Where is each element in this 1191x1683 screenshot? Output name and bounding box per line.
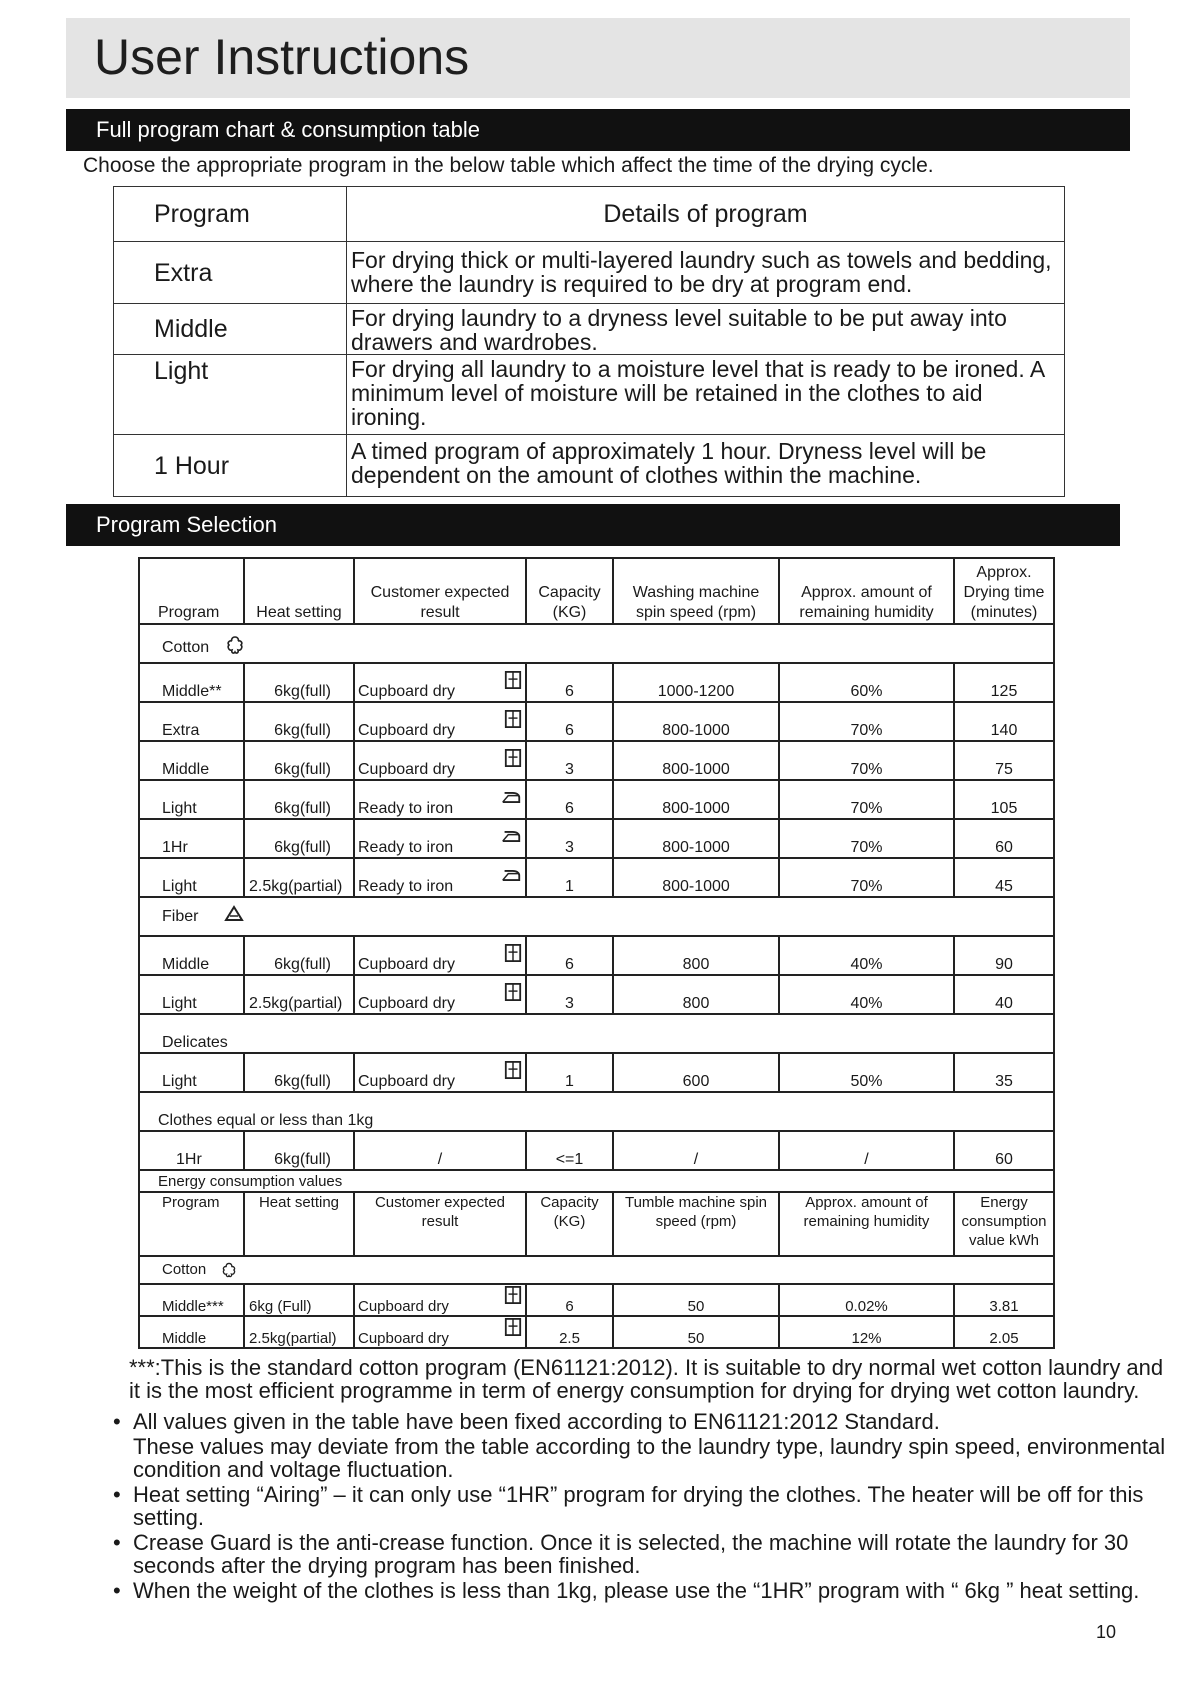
- energy-section-label: Energy consumption values: [139, 1170, 1054, 1192]
- cell-capacity: 6: [526, 702, 613, 741]
- col-capacity: Capacity (KG): [526, 558, 613, 624]
- cell-spin-speed: 800-1000: [613, 819, 779, 858]
- cell-capacity: 3: [526, 819, 613, 858]
- col-humidity: Approx. amount of remaining humidity: [779, 558, 954, 624]
- table-row: [139, 1316, 1054, 1348]
- expected-result-label: Cupboard dry: [358, 1298, 449, 1315]
- cell-spin-speed: 800: [613, 936, 779, 975]
- cell-heat-setting: 6kg(full): [244, 780, 354, 819]
- cell-expected-result: /: [354, 1131, 526, 1170]
- program-name: 1 Hour: [114, 435, 347, 497]
- cell-capacity: 3: [526, 975, 613, 1014]
- cupboard-dry-icon: [504, 748, 522, 779]
- cell-capacity: <=1: [526, 1131, 613, 1170]
- table-row: [139, 858, 1054, 897]
- energy-category-cotton: [139, 1256, 1054, 1284]
- cell-expected-result: [354, 936, 526, 975]
- ready-to-iron-icon: [500, 790, 522, 818]
- cell-spin-speed: 1000-1200: [613, 663, 779, 702]
- program-details: A timed program of approximately 1 hour. Dryness level will be dependent on the amount of clothes within the machine.: [347, 435, 1065, 497]
- cell-value: 2.05: [954, 1316, 1054, 1348]
- col-drying-time: Approx. Drying time (minutes): [954, 558, 1054, 624]
- program-details: For drying thick or multi-layered laundry such as towels and bedding, where the laundry is required to be dry at program end.: [347, 242, 1065, 304]
- cell-value: 105: [954, 780, 1054, 819]
- table-row: [139, 936, 1054, 975]
- category-label: Cotton: [162, 1260, 207, 1278]
- cell-humidity: 12%: [779, 1316, 954, 1348]
- note-small-load: • When the weight of the clothes is less than 1kg, please use the “1HR” program with “ 6kg ” heat setting.: [133, 1579, 1173, 1602]
- expected-result-label: Cupboard dry: [358, 1330, 449, 1347]
- energy-col-humidity: Approx. amount of remaining humidity: [779, 1192, 954, 1256]
- cell-spin-speed: 800-1000: [613, 702, 779, 741]
- note-airing: • Heat setting “Airing” – it can only use “1HR” program for drying the clothes. The heater will be off for this setting.: [133, 1483, 1173, 1529]
- cell-value: 60: [954, 1131, 1054, 1170]
- cell-value: 3.81: [954, 1284, 1054, 1316]
- cell-program: Middle: [139, 1316, 244, 1348]
- cupboard-dry-icon: [504, 1060, 522, 1091]
- table-row: [139, 1284, 1054, 1316]
- cell-expected-result: [354, 1284, 526, 1316]
- cell-expected-result: [354, 975, 526, 1014]
- note-values-fixed: • All values given in the table have been fixed according to EN61121:2012 Standard.: [133, 1410, 1173, 1433]
- cell-program: 1Hr: [139, 1131, 244, 1170]
- header-details: Details of program: [347, 187, 1065, 242]
- cupboard-dry-icon: [504, 709, 522, 740]
- program-selection-table: [138, 557, 1055, 1349]
- program-name: Middle: [114, 304, 347, 355]
- cell-expected-result: [354, 1053, 526, 1092]
- cell-spin-speed: 800-1000: [613, 741, 779, 780]
- cell-spin-speed: 600: [613, 1053, 779, 1092]
- energy-col-capacity: Capacity (KG): [526, 1192, 613, 1256]
- cell-humidity: 50%: [779, 1053, 954, 1092]
- energy-col-spin: Tumble machine spin speed (rpm): [613, 1192, 779, 1256]
- cell-expected-result: [354, 702, 526, 741]
- program-details-table: [113, 186, 1065, 497]
- cell-spin-speed: 50: [613, 1284, 779, 1316]
- cell-heat-setting: 6kg(full): [244, 1131, 354, 1170]
- header-program: Program: [114, 187, 347, 242]
- cell-program: Light: [139, 975, 244, 1014]
- cell-value: 75: [954, 741, 1054, 780]
- cell-spin-speed: 800: [613, 975, 779, 1014]
- cell-program: Middle: [139, 741, 244, 780]
- cell-heat-setting: 6kg(full): [244, 936, 354, 975]
- cell-expected-result: [354, 858, 526, 897]
- cell-expected-result: [354, 819, 526, 858]
- cell-program: Light: [139, 1053, 244, 1092]
- cell-humidity: 70%: [779, 780, 954, 819]
- energy-col-consumption: Energy consumption value kWh: [954, 1192, 1054, 1256]
- cell-capacity: 2.5: [526, 1316, 613, 1348]
- table-row: [139, 975, 1054, 1014]
- cotton-icon: [224, 634, 246, 656]
- cell-heat-setting: 6kg(full): [244, 819, 354, 858]
- cupboard-dry-icon: [504, 982, 522, 1013]
- expected-result-label: Cupboard dry: [358, 956, 455, 973]
- ready-to-iron-icon: [500, 868, 522, 896]
- note-crease-guard: • Crease Guard is the anti-crease function. Once it is selected, the machine will rotate the laundry for 30 seconds after the drying program has been finished.: [133, 1531, 1173, 1577]
- energy-col-program: Program: [139, 1192, 244, 1256]
- cell-heat-setting: 2.5kg(partial): [244, 858, 354, 897]
- col-spin-speed: Washing machine spin speed (rpm): [613, 558, 779, 624]
- cupboard-dry-icon: [504, 670, 522, 701]
- cell-program: Middle***: [139, 1284, 244, 1316]
- expected-result-label: Ready to iron: [358, 878, 454, 895]
- ready-to-iron-icon: [500, 829, 522, 857]
- cell-value: 45: [954, 858, 1054, 897]
- cell-humidity: 40%: [779, 975, 954, 1014]
- cell-program: Middle**: [139, 663, 244, 702]
- cell-value: 35: [954, 1053, 1054, 1092]
- cell-program: Middle: [139, 936, 244, 975]
- cell-heat-setting: 2.5kg(partial): [244, 975, 354, 1014]
- cell-program: Extra: [139, 702, 244, 741]
- cell-expected-result: [354, 780, 526, 819]
- cell-expected-result: [354, 663, 526, 702]
- table-row: [139, 1131, 1054, 1170]
- cell-spin-speed: 800-1000: [613, 858, 779, 897]
- note-values-deviate: These values may deviate from the table according to the laundry type, laundry spin speed, environmental condition and voltage fluctuation.: [133, 1434, 1166, 1482]
- cell-spin-speed: /: [613, 1131, 779, 1170]
- cotton-icon: [220, 1261, 238, 1279]
- program-details: For drying laundry to a dryness level suitable to be put away into drawers and wardrobes.: [347, 304, 1065, 355]
- cell-humidity: 70%: [779, 702, 954, 741]
- cupboard-dry-icon: [504, 1317, 522, 1347]
- col-heat-setting: Heat setting: [244, 558, 354, 624]
- cell-value: 140: [954, 702, 1054, 741]
- category-cotton: [139, 624, 1054, 663]
- program-name: Extra: [114, 242, 347, 304]
- cell-heat-setting: 2.5kg(partial): [244, 1316, 354, 1348]
- cell-heat-setting: 6kg(full): [244, 741, 354, 780]
- cell-capacity: 1: [526, 1053, 613, 1092]
- section-heading-program-chart: Full program chart & consumption table: [66, 109, 1130, 151]
- table-row: [139, 741, 1054, 780]
- cell-heat-setting: 6kg (Full): [244, 1284, 354, 1316]
- cell-heat-setting: 6kg(full): [244, 1053, 354, 1092]
- energy-col-result: Customer expected result: [354, 1192, 526, 1256]
- category-small-load: Clothes equal or less than 1kg: [139, 1092, 1054, 1131]
- cell-humidity: 70%: [779, 819, 954, 858]
- cell-capacity: 6: [526, 780, 613, 819]
- cell-program: Light: [139, 780, 244, 819]
- cell-humidity: 60%: [779, 663, 954, 702]
- cell-capacity: 6: [526, 936, 613, 975]
- cell-heat-setting: 6kg(full): [244, 702, 354, 741]
- expected-result-label: Cupboard dry: [358, 761, 455, 778]
- col-expected-result: Customer expected result: [354, 558, 526, 624]
- cell-program: Light: [139, 858, 244, 897]
- program-name: Light: [114, 355, 347, 435]
- table-row: [139, 702, 1054, 741]
- col-program: Program: [139, 558, 244, 624]
- cell-value: 60: [954, 819, 1054, 858]
- cupboard-dry-icon: [504, 1285, 522, 1315]
- table-row: [139, 1053, 1054, 1092]
- cell-humidity: 70%: [779, 858, 954, 897]
- cupboard-dry-icon: [504, 943, 522, 974]
- cell-value: 40: [954, 975, 1054, 1014]
- note-standard-program: ***:This is the standard cotton program (EN61121:2012). It is suitable to dry normal wet cotton laundry and it is the most efficient programme in term of energy consumption for drying for drying wet cotton laundry.: [129, 1355, 1164, 1403]
- program-details: For drying all laundry to a moisture level that is ready to be ironed. A minimum level of moisture will be retained in the clothes to aid ironing.: [347, 355, 1065, 435]
- cell-capacity: 6: [526, 663, 613, 702]
- cell-value: 125: [954, 663, 1054, 702]
- title-bar: [66, 18, 1130, 98]
- category-label: Fiber: [162, 907, 199, 925]
- fiber-icon: [223, 903, 245, 925]
- cell-spin-speed: 800-1000: [613, 780, 779, 819]
- expected-result-label: Cupboard dry: [358, 722, 455, 739]
- expected-result-label: Cupboard dry: [358, 1073, 455, 1090]
- cell-capacity: 1: [526, 858, 613, 897]
- intro-text: Choose the appropriate program in the below table which affect the time of the drying cycle.: [83, 154, 934, 177]
- table-row: [139, 819, 1054, 858]
- expected-result-label: Ready to iron: [358, 839, 454, 856]
- cell-capacity: 6: [526, 1284, 613, 1316]
- cell-expected-result: [354, 741, 526, 780]
- page-title: User Instructions: [94, 29, 470, 85]
- category-label: Cotton: [162, 639, 210, 657]
- page-number: 10: [1096, 1622, 1117, 1642]
- cell-spin-speed: 50: [613, 1316, 779, 1348]
- cell-program: 1Hr: [139, 819, 244, 858]
- expected-result-label: Ready to iron: [358, 800, 454, 817]
- notes: [129, 1355, 1173, 1603]
- category-delicates: Delicates: [139, 1014, 1054, 1053]
- expected-result-label: Cupboard dry: [358, 995, 455, 1012]
- cell-humidity: 40%: [779, 936, 954, 975]
- expected-result-label: Cupboard dry: [358, 683, 455, 700]
- cell-humidity: 70%: [779, 741, 954, 780]
- section-heading-program-selection: Program Selection: [66, 504, 1120, 546]
- cell-humidity: /: [779, 1131, 954, 1170]
- cell-capacity: 3: [526, 741, 613, 780]
- category-fiber: [139, 897, 1054, 936]
- table-row: [139, 780, 1054, 819]
- table-row: [139, 663, 1054, 702]
- energy-col-heat: Heat setting: [244, 1192, 354, 1256]
- cell-value: 90: [954, 936, 1054, 975]
- cell-humidity: 0.02%: [779, 1284, 954, 1316]
- cell-expected-result: [354, 1316, 526, 1348]
- cell-heat-setting: 6kg(full): [244, 663, 354, 702]
